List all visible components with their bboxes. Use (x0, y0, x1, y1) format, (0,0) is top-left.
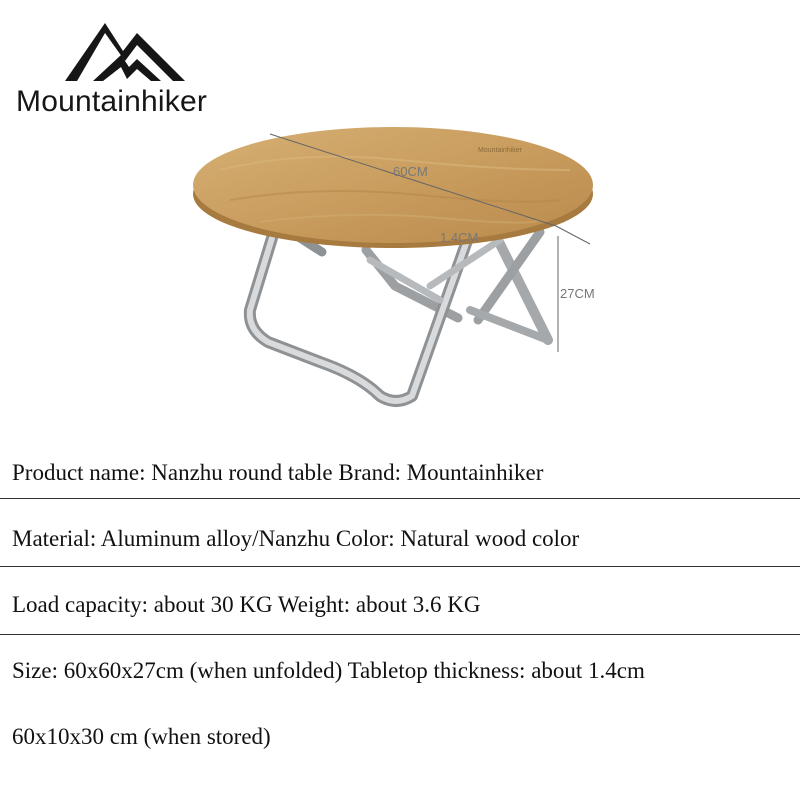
divider (0, 566, 800, 567)
svg-text:Mountainhiker: Mountainhiker (478, 147, 522, 154)
table-legs (250, 232, 548, 401)
divider (0, 498, 800, 499)
spec-load-weight: Load capacity: about 30 KG Weight: about 3.6 KG (12, 592, 481, 617)
spec-stored-size: 60x10x30 cm (when stored) (12, 724, 271, 749)
brand-name: Mountainhiker (16, 85, 208, 118)
spec-material-color: Material: Aluminum alloy/Nanzhu Color: Natural wood color (12, 526, 580, 551)
divider (0, 634, 800, 635)
dimension-diameter: 60CM (393, 164, 428, 179)
spec-size-thickness: Size: 60x60x27cm (when unfolded) Tabletop thickness: about 1.4cm (12, 658, 645, 683)
dimension-thickness: 1.4CM (440, 230, 479, 245)
table-top (193, 127, 593, 248)
spec-product-brand: Product name: Nanzhu round table Brand: Mountainhiker (12, 460, 544, 485)
dimension-height: 27CM (560, 286, 595, 301)
